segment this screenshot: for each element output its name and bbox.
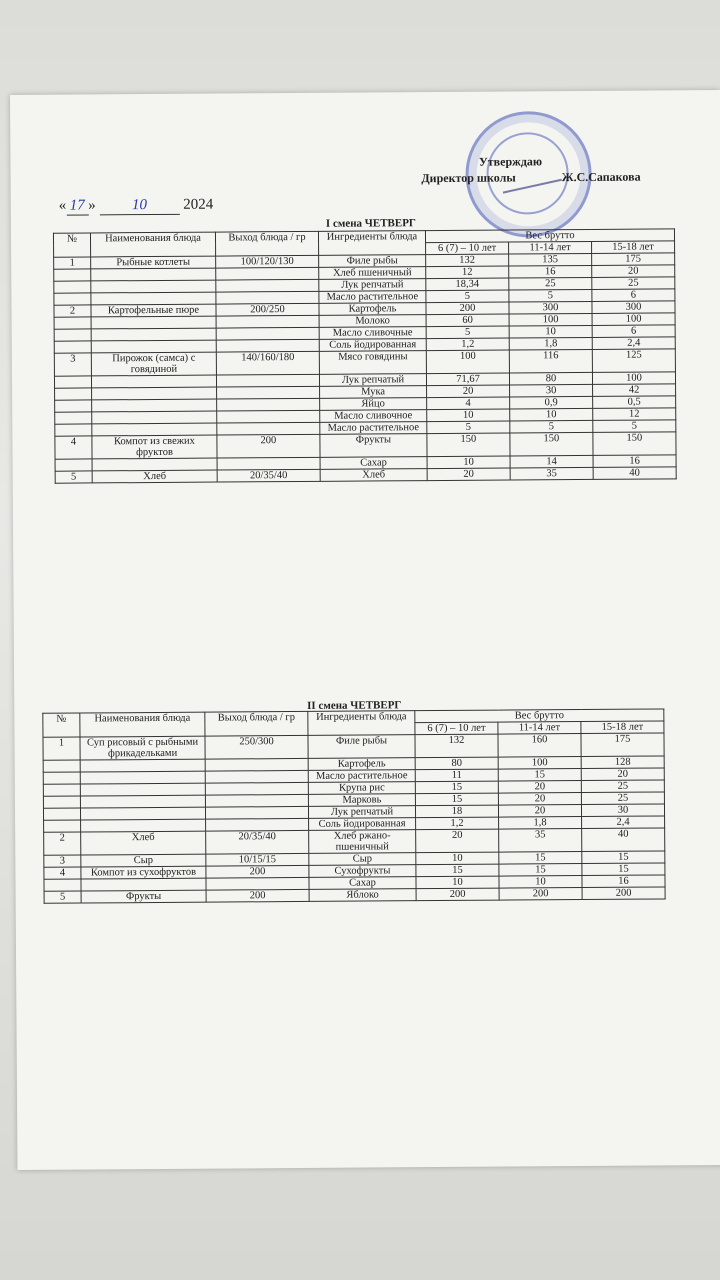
cell-num (54, 281, 91, 293)
cell-a: 10 (416, 852, 499, 865)
cell-ing: Мясо говядины (319, 351, 426, 375)
cell-name (80, 807, 205, 820)
cell-c: 100 (592, 313, 675, 326)
cell-c: 300 (592, 301, 675, 314)
cell-c: 200 (582, 887, 665, 900)
cell-a: 4 (427, 397, 510, 410)
cell-out (217, 410, 320, 423)
cell-out (216, 327, 319, 340)
cell-num (54, 269, 91, 281)
date-month: 10 (99, 197, 179, 216)
date-year: 2024 (183, 196, 214, 213)
cell-name (81, 819, 206, 832)
cell-c: 15 (582, 863, 665, 876)
cell-out (216, 291, 319, 304)
cell-num: 4 (55, 436, 92, 459)
cell-a: 10 (416, 876, 499, 889)
cell-ing: Марковь (308, 794, 415, 807)
cell-num: 3 (44, 855, 81, 867)
cell-c: 5 (593, 420, 676, 433)
cell-b: 10 (499, 876, 582, 889)
cell-out (205, 770, 308, 783)
cell-out (205, 782, 308, 795)
cell-name: Пирожок (самса) с говядиной (91, 352, 216, 376)
cell-a: 132 (415, 734, 498, 758)
cell-c: 40 (593, 467, 676, 480)
cell-ing: Яблоко (309, 889, 416, 902)
col-age-11-14: 11-14 лет (509, 241, 592, 254)
cell-b: 14 (510, 455, 593, 468)
cell-b: 100 (498, 757, 581, 770)
cell-out (205, 794, 308, 807)
cell-ing: Картофель (319, 303, 426, 316)
cell-num (43, 784, 80, 796)
col-weight: Вес брутто (425, 229, 674, 243)
cell-ing: Масло растительное (320, 422, 427, 435)
cell-b: 16 (509, 265, 592, 278)
cell-out (216, 315, 319, 328)
cell-num: 4 (44, 867, 81, 879)
cell-b: 5 (509, 289, 592, 302)
approve-title: Утверждаю (478, 154, 543, 169)
cell-c: 2,4 (582, 816, 665, 829)
cell-name (91, 292, 216, 305)
cell-a: 11 (415, 769, 498, 782)
cell-out (216, 339, 319, 352)
cell-b: 15 (499, 864, 582, 877)
cell-out (217, 386, 320, 399)
cell-name (80, 771, 205, 784)
cell-c: 175 (581, 733, 664, 757)
cell-num: 1 (54, 257, 91, 269)
cell-out (217, 422, 320, 435)
cell-c: 15 (582, 851, 665, 864)
cell-ing: Масло растительное (319, 291, 426, 304)
cell-a: 10 (427, 456, 510, 469)
cell-ing: Масло сливочное (320, 410, 427, 423)
cell-name: Рыбные котлеты (91, 256, 216, 269)
cell-a: 20 (427, 385, 510, 398)
shift2-title: II смена ЧЕТВЕРГ (307, 699, 402, 712)
cell-ing: Крупа рис (308, 782, 415, 795)
cell-num (55, 459, 92, 471)
cell-a: 15 (415, 781, 498, 794)
date-day: 17 (66, 197, 88, 215)
cell-out: 10/15/15 (206, 853, 309, 866)
cell-name: Сыр (81, 854, 206, 867)
col-ingredients: Ингредиенты блюда (318, 231, 425, 256)
cell-out: 20/35/40 (206, 830, 309, 854)
cell-ing: Мука (320, 386, 427, 399)
cell-num (54, 376, 91, 388)
cell-c: 6 (592, 325, 675, 338)
cell-a: 5 (427, 421, 510, 434)
cell-name (91, 268, 216, 281)
cell-num (43, 772, 80, 784)
cell-c: 2,4 (592, 337, 675, 350)
cell-b: 116 (509, 349, 592, 373)
cell-num: 2 (54, 305, 91, 317)
cell-num (54, 317, 91, 329)
cell-out (205, 806, 308, 819)
cell-a: 1,2 (426, 338, 509, 351)
cell-a: 5 (426, 326, 509, 339)
cell-num (55, 388, 92, 400)
cell-b: 160 (498, 734, 581, 758)
cell-num (43, 760, 80, 772)
col-age-6-10: 6 (7) – 10 лет (415, 722, 498, 735)
cell-a: 60 (426, 314, 509, 327)
cell-out (206, 877, 309, 890)
cell-a: 100 (426, 350, 509, 374)
cell-ing: Масло сливочные (319, 327, 426, 340)
cell-name: Компот из свежих фруктов (92, 435, 217, 459)
cell-ing: Хлеб (320, 469, 427, 482)
cell-c: 25 (581, 792, 664, 805)
cell-out: 200 (217, 434, 320, 458)
approve-position: Директор школы (421, 170, 516, 186)
cell-ing: Лук репчатый (308, 806, 415, 819)
cell-b: 30 (510, 384, 593, 397)
cell-out (217, 398, 320, 411)
cell-c: 42 (593, 384, 676, 397)
col-name: Наименования блюда (90, 232, 215, 257)
cell-num: 5 (55, 471, 92, 483)
cell-a: 200 (426, 302, 509, 315)
cell-name (91, 328, 216, 341)
cell-num (55, 400, 92, 412)
cell-num (54, 329, 91, 341)
cell-c: 100 (592, 372, 675, 385)
cell-num: 2 (44, 832, 81, 855)
cell-c: 40 (582, 828, 665, 852)
cell-name (92, 387, 217, 400)
cell-c: 0,5 (593, 396, 676, 409)
cell-ing: Соль йодированная (319, 339, 426, 352)
col-output: Выход блюда / гр (215, 231, 318, 256)
cell-c: 25 (581, 780, 664, 793)
approval-block (370, 153, 650, 187)
cell-b: 20 (498, 793, 581, 806)
cell-ing: Соль йодированная (309, 818, 416, 831)
cell-ing: Картофель (308, 758, 415, 771)
cell-b: 150 (510, 432, 593, 456)
director-name: Ж.С.Сапакова (561, 169, 641, 185)
cell-num: 5 (44, 891, 81, 903)
cell-out: 200/250 (216, 303, 319, 316)
cell-a: 15 (416, 864, 499, 877)
cell-c: 6 (592, 289, 675, 302)
cell-a: 20 (416, 829, 499, 853)
cell-a: 20 (427, 468, 510, 481)
cell-num (43, 796, 80, 808)
cell-ing: Хлеб ржано-пшеничный (309, 830, 416, 854)
cell-c: 16 (593, 455, 676, 468)
cell-name: Картофельные пюре (91, 304, 216, 317)
cell-a: 80 (415, 757, 498, 770)
cell-out (205, 758, 308, 771)
cell-c: 25 (592, 277, 675, 290)
cell-out (216, 267, 319, 280)
cell-b: 0,9 (510, 396, 593, 409)
cell-a: 1,2 (416, 817, 499, 830)
cell-c: 30 (581, 804, 664, 817)
cell-name: Суп рисовый с рыбными фрикадельками (80, 736, 205, 760)
cell-ing: Сыр (309, 853, 416, 866)
cell-num (54, 341, 91, 353)
cell-ing: Филе рыбы (319, 255, 426, 268)
cell-num: 1 (43, 737, 80, 760)
col-age-6-10: 6 (7) – 10 лет (426, 242, 509, 255)
cell-b: 15 (498, 769, 581, 782)
cell-num (43, 808, 80, 820)
cell-a: 200 (416, 888, 499, 901)
cell-out: 250/300 (205, 735, 308, 759)
cell-a: 12 (426, 266, 509, 279)
cell-name (80, 759, 205, 772)
cell-out (206, 818, 309, 831)
col-ingredients: Ингредиенты блюда (308, 711, 415, 736)
cell-b: 80 (509, 372, 592, 385)
cell-ing: Яйцо (320, 398, 427, 411)
cell-c: 128 (581, 756, 664, 769)
cell-b: 5 (510, 420, 593, 433)
cell-c: 12 (593, 408, 676, 421)
cell-name: Хлеб (81, 831, 206, 855)
cell-out (216, 279, 319, 292)
cell-b: 100 (509, 313, 592, 326)
cell-name (81, 878, 206, 891)
cell-out (216, 374, 319, 387)
cell-name (91, 316, 216, 329)
cell-out: 140/160/180 (216, 351, 319, 375)
cell-ing: Сухофрукты (309, 865, 416, 878)
cell-name (80, 795, 205, 808)
shift2-table (42, 708, 665, 903)
cell-b: 15 (499, 852, 582, 865)
cell-ing: Фрукты (320, 434, 427, 458)
cell-out: 100/120/130 (216, 255, 319, 268)
cell-b: 10 (510, 408, 593, 421)
cell-ing: Масло растительное (308, 770, 415, 783)
cell-num (44, 820, 81, 832)
cell-num (55, 424, 92, 436)
cell-b: 1,8 (499, 817, 582, 830)
cell-b: 20 (498, 805, 581, 818)
cell-name: Хлеб (92, 470, 217, 483)
cell-out: 200 (206, 865, 309, 878)
cell-b: 10 (509, 325, 592, 338)
cell-ing: Филе рыбы (308, 735, 415, 759)
cell-ing: Сахар (320, 457, 427, 470)
cell-name (92, 399, 217, 412)
cell-out: 200 (206, 889, 309, 902)
cell-b: 20 (498, 781, 581, 794)
cell-ing: Сахар (309, 877, 416, 890)
col-name: Наименования блюда (80, 712, 205, 737)
cell-a: 15 (415, 793, 498, 806)
col-num: № (43, 713, 80, 737)
cell-name (91, 280, 216, 293)
cell-num (44, 879, 81, 891)
cell-ing: Хлеб пшеничный (319, 267, 426, 280)
cell-b: 35 (499, 829, 582, 853)
cell-a: 18 (415, 805, 498, 818)
cell-a: 71,67 (426, 373, 509, 386)
col-output: Выход блюда / гр (205, 711, 308, 736)
cell-out (217, 457, 320, 470)
cell-a: 18,34 (426, 278, 509, 291)
cell-name (92, 411, 217, 424)
cell-c: 175 (592, 253, 675, 266)
cell-name (92, 458, 217, 471)
cell-name (91, 340, 216, 353)
cell-c: 20 (581, 768, 664, 781)
shift1-title: I смена ЧЕТВЕРГ (325, 217, 416, 230)
cell-num: 3 (54, 353, 91, 376)
col-weight: Вес брутто (415, 709, 664, 723)
cell-name: Компот из сухофруктов (81, 866, 206, 879)
cell-name (80, 783, 205, 796)
cell-a: 10 (427, 409, 510, 422)
cell-b: 135 (509, 253, 592, 266)
cell-b: 25 (509, 277, 592, 290)
col-age-15-18: 15-18 лет (581, 721, 664, 734)
cell-b: 1,8 (509, 337, 592, 350)
cell-name: Фрукты (81, 890, 206, 903)
cell-out: 20/35/40 (217, 469, 320, 482)
document-page (10, 90, 720, 1170)
cell-b: 35 (510, 467, 593, 480)
cell-a: 132 (426, 254, 509, 267)
cell-name (91, 375, 216, 388)
cell-name (92, 423, 217, 436)
cell-b: 200 (499, 888, 582, 901)
cell-c: 150 (593, 432, 676, 456)
col-age-11-14: 11-14 лет (498, 722, 581, 735)
approval-date: « 17 » 10 2024 (58, 196, 214, 214)
cell-ing: Молоко (319, 315, 426, 328)
cell-c: 16 (582, 875, 665, 888)
shift1-table (53, 228, 677, 483)
cell-a: 150 (427, 433, 510, 457)
cell-c: 20 (592, 265, 675, 278)
cell-num (55, 412, 92, 424)
col-num: № (53, 233, 90, 257)
col-age-15-18: 15-18 лет (592, 241, 675, 254)
cell-a: 5 (426, 290, 509, 303)
cell-num (54, 293, 91, 305)
cell-ing: Лук репчатый (319, 374, 426, 387)
cell-c: 125 (592, 349, 675, 373)
cell-ing: Лук репчатый (319, 279, 426, 292)
cell-b: 300 (509, 301, 592, 314)
